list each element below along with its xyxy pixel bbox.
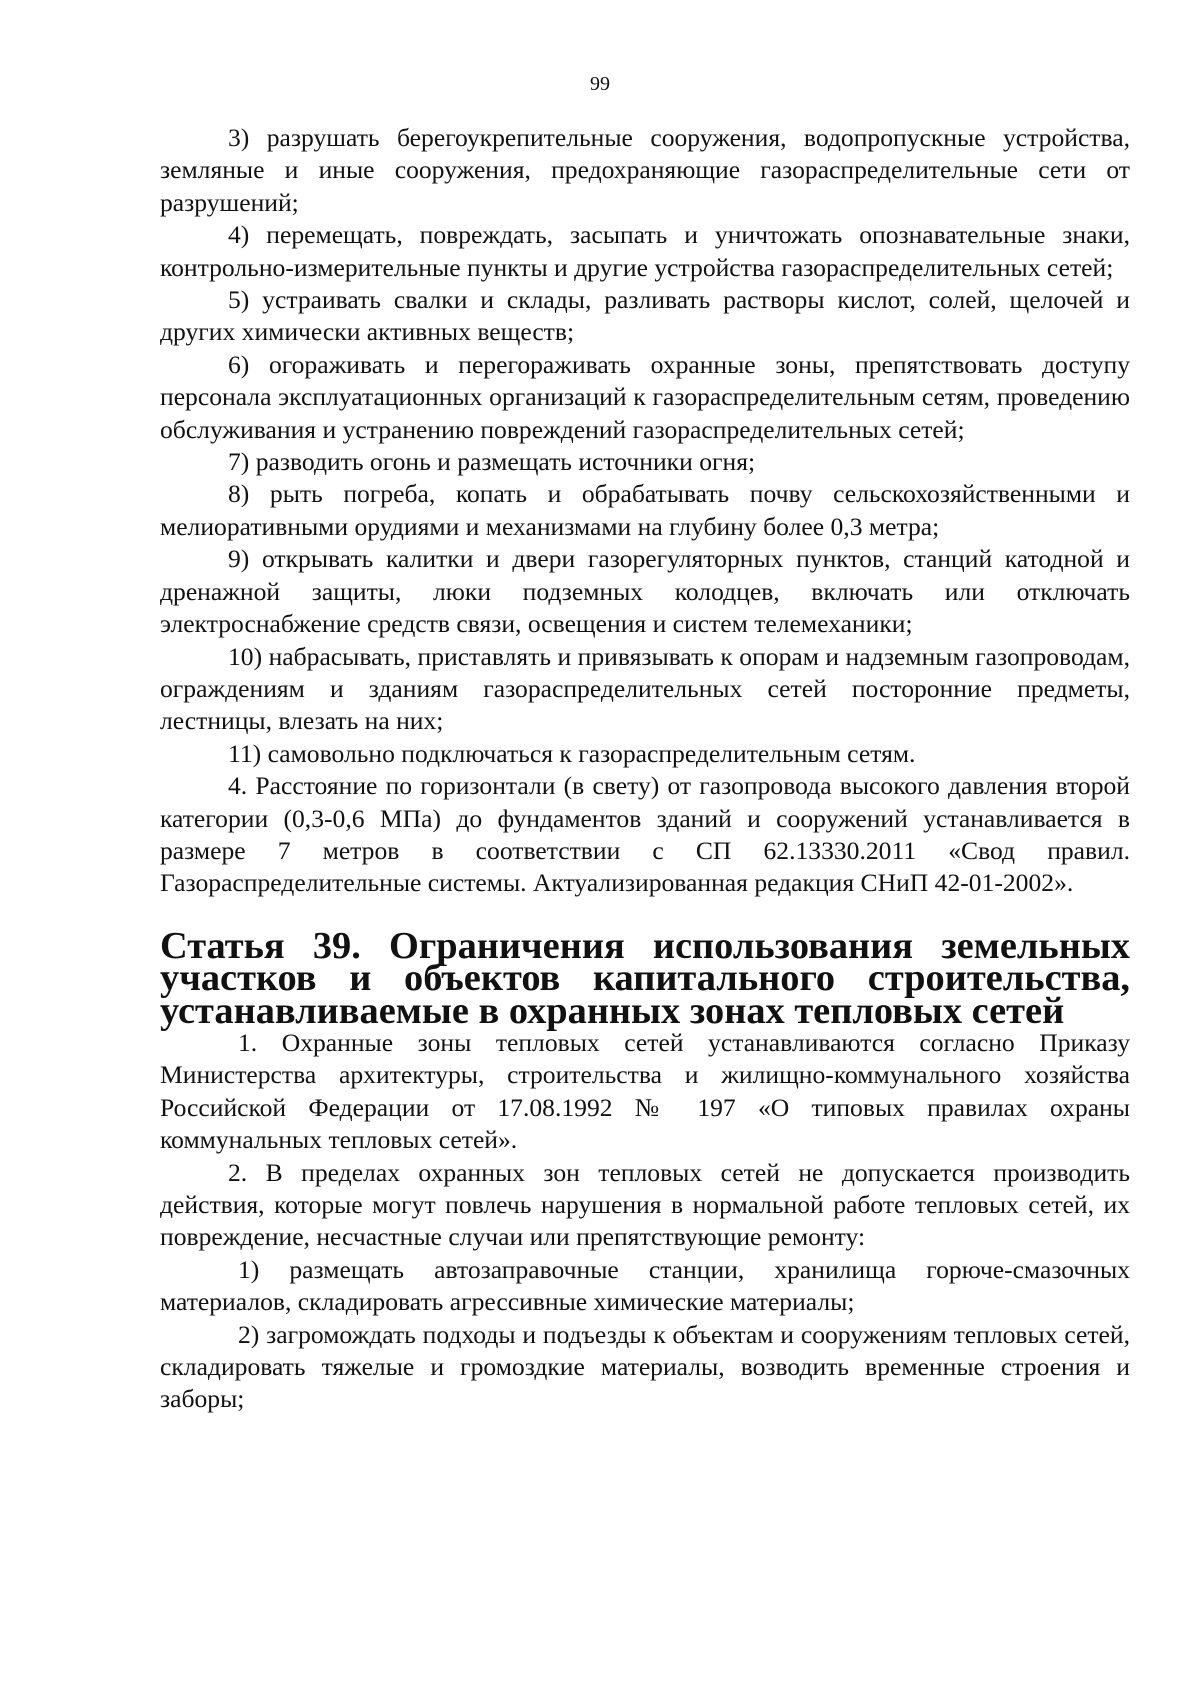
list-item-3-destroy-structures: 3) разрушать берегоукрепительные сооружения, водопропускные устройства, земляные и иные сооружения, предохраняющие газораспределительные сети от разрушений;	[160, 123, 1130, 217]
list-item-8-digging: 8) рыть погреба, копать и обрабатывать почву сельскохозяйственными и мелиоративными орудиями и механизмами на глубину более 0,3 метра;	[160, 479, 1130, 541]
list-item-4-move-signs: 4) перемещать, повреждать, засыпать и уничтожать опознавательные знаки, контрольно-измерительные пункты и другие устройства газораспределительных сетей;	[160, 220, 1130, 282]
paragraph-2-restrictions: 2. В пределах охранных зон тепловых сетей не допускается производить действия, которые могут повлечь нарушения в нормальной работе тепловых сетей, их повреждение, несчастные случаи или препятствующие ремонту:	[160, 1157, 1130, 1252]
paragraph-4-distance: 4. Расстояние по горизонтали (в свету) от газопровода высокого давления второй категории (0,3-0,6 МПа) до фундаментов зданий и сооружений устанавливается в размере 7 метров в соответствии с СП 62.13330.2011 «Свод правил. Газораспределительные системы. Актуализированная редакция СНиП 42-01-2002».	[160, 771, 1130, 898]
list-item-10-objects: 10) набрасывать, приставлять и привязывать к опорам и надземным газопроводам, ограждениям и зданиям газораспределительных сетей посторонние предметы, лестницы, влезать на них;	[160, 641, 1130, 736]
list-item-6-fencing: 6) огораживать и перегораживать охранные зоны, препятствовать доступу персонала эксплуатационных организаций к газораспределительным сетям, проведению обслуживания и устранению повреждений газораспределительных сетей;	[160, 349, 1130, 444]
document-body	[160, 122, 1130, 1416]
page-number: 99	[590, 73, 610, 95]
list-item-9-doors: 9) открывать калитки и двери газорегуляторных пунктов, станций катодной и дренажной защиты, люки подземных колодцев, включать или отключать электроснабжение средств связи, освещения и систем телемеханики;	[160, 544, 1130, 639]
article-39-heading: Статья 39. Ограничения использования земельных участков и объектов капитального строительства, устанавливаемые в охранных зонах тепловых сетей	[160, 924, 1130, 1032]
list-item-1-fuel-stations: 1) размещать автозаправочные станции, хранилища горюче-смазочных материалов, складировать агрессивные химические материалы;	[160, 1254, 1130, 1317]
paragraph-1-heat-zones: 1. Охранные зоны тепловых сетей устанавливаются согласно Приказу Министерства архитектуры, строительства и жилищно-коммунального хозяйства Российской Федерации от 17.08.1992 № 197 «О типовых правилах охраны коммунальных тепловых сетей».	[160, 1027, 1130, 1155]
list-item-5-dumps: 5) устраивать свалки и склады, разливать растворы кислот, солей, щелочей и других химически активных веществ;	[160, 285, 1130, 347]
list-item-11-connect: 11) самовольно подключаться к газораспределительным сетям.	[228, 738, 916, 768]
list-item-2-obstruct-access: 2) загромождать подходы и подъезды к объектам и сооружениям тепловых сетей, складировать тяжелые и громоздкие материалы, возводить временные строения и заборы;	[160, 1319, 1130, 1414]
list-item-7-fire: 7) разводить огонь и размещать источники огня;	[228, 447, 756, 477]
